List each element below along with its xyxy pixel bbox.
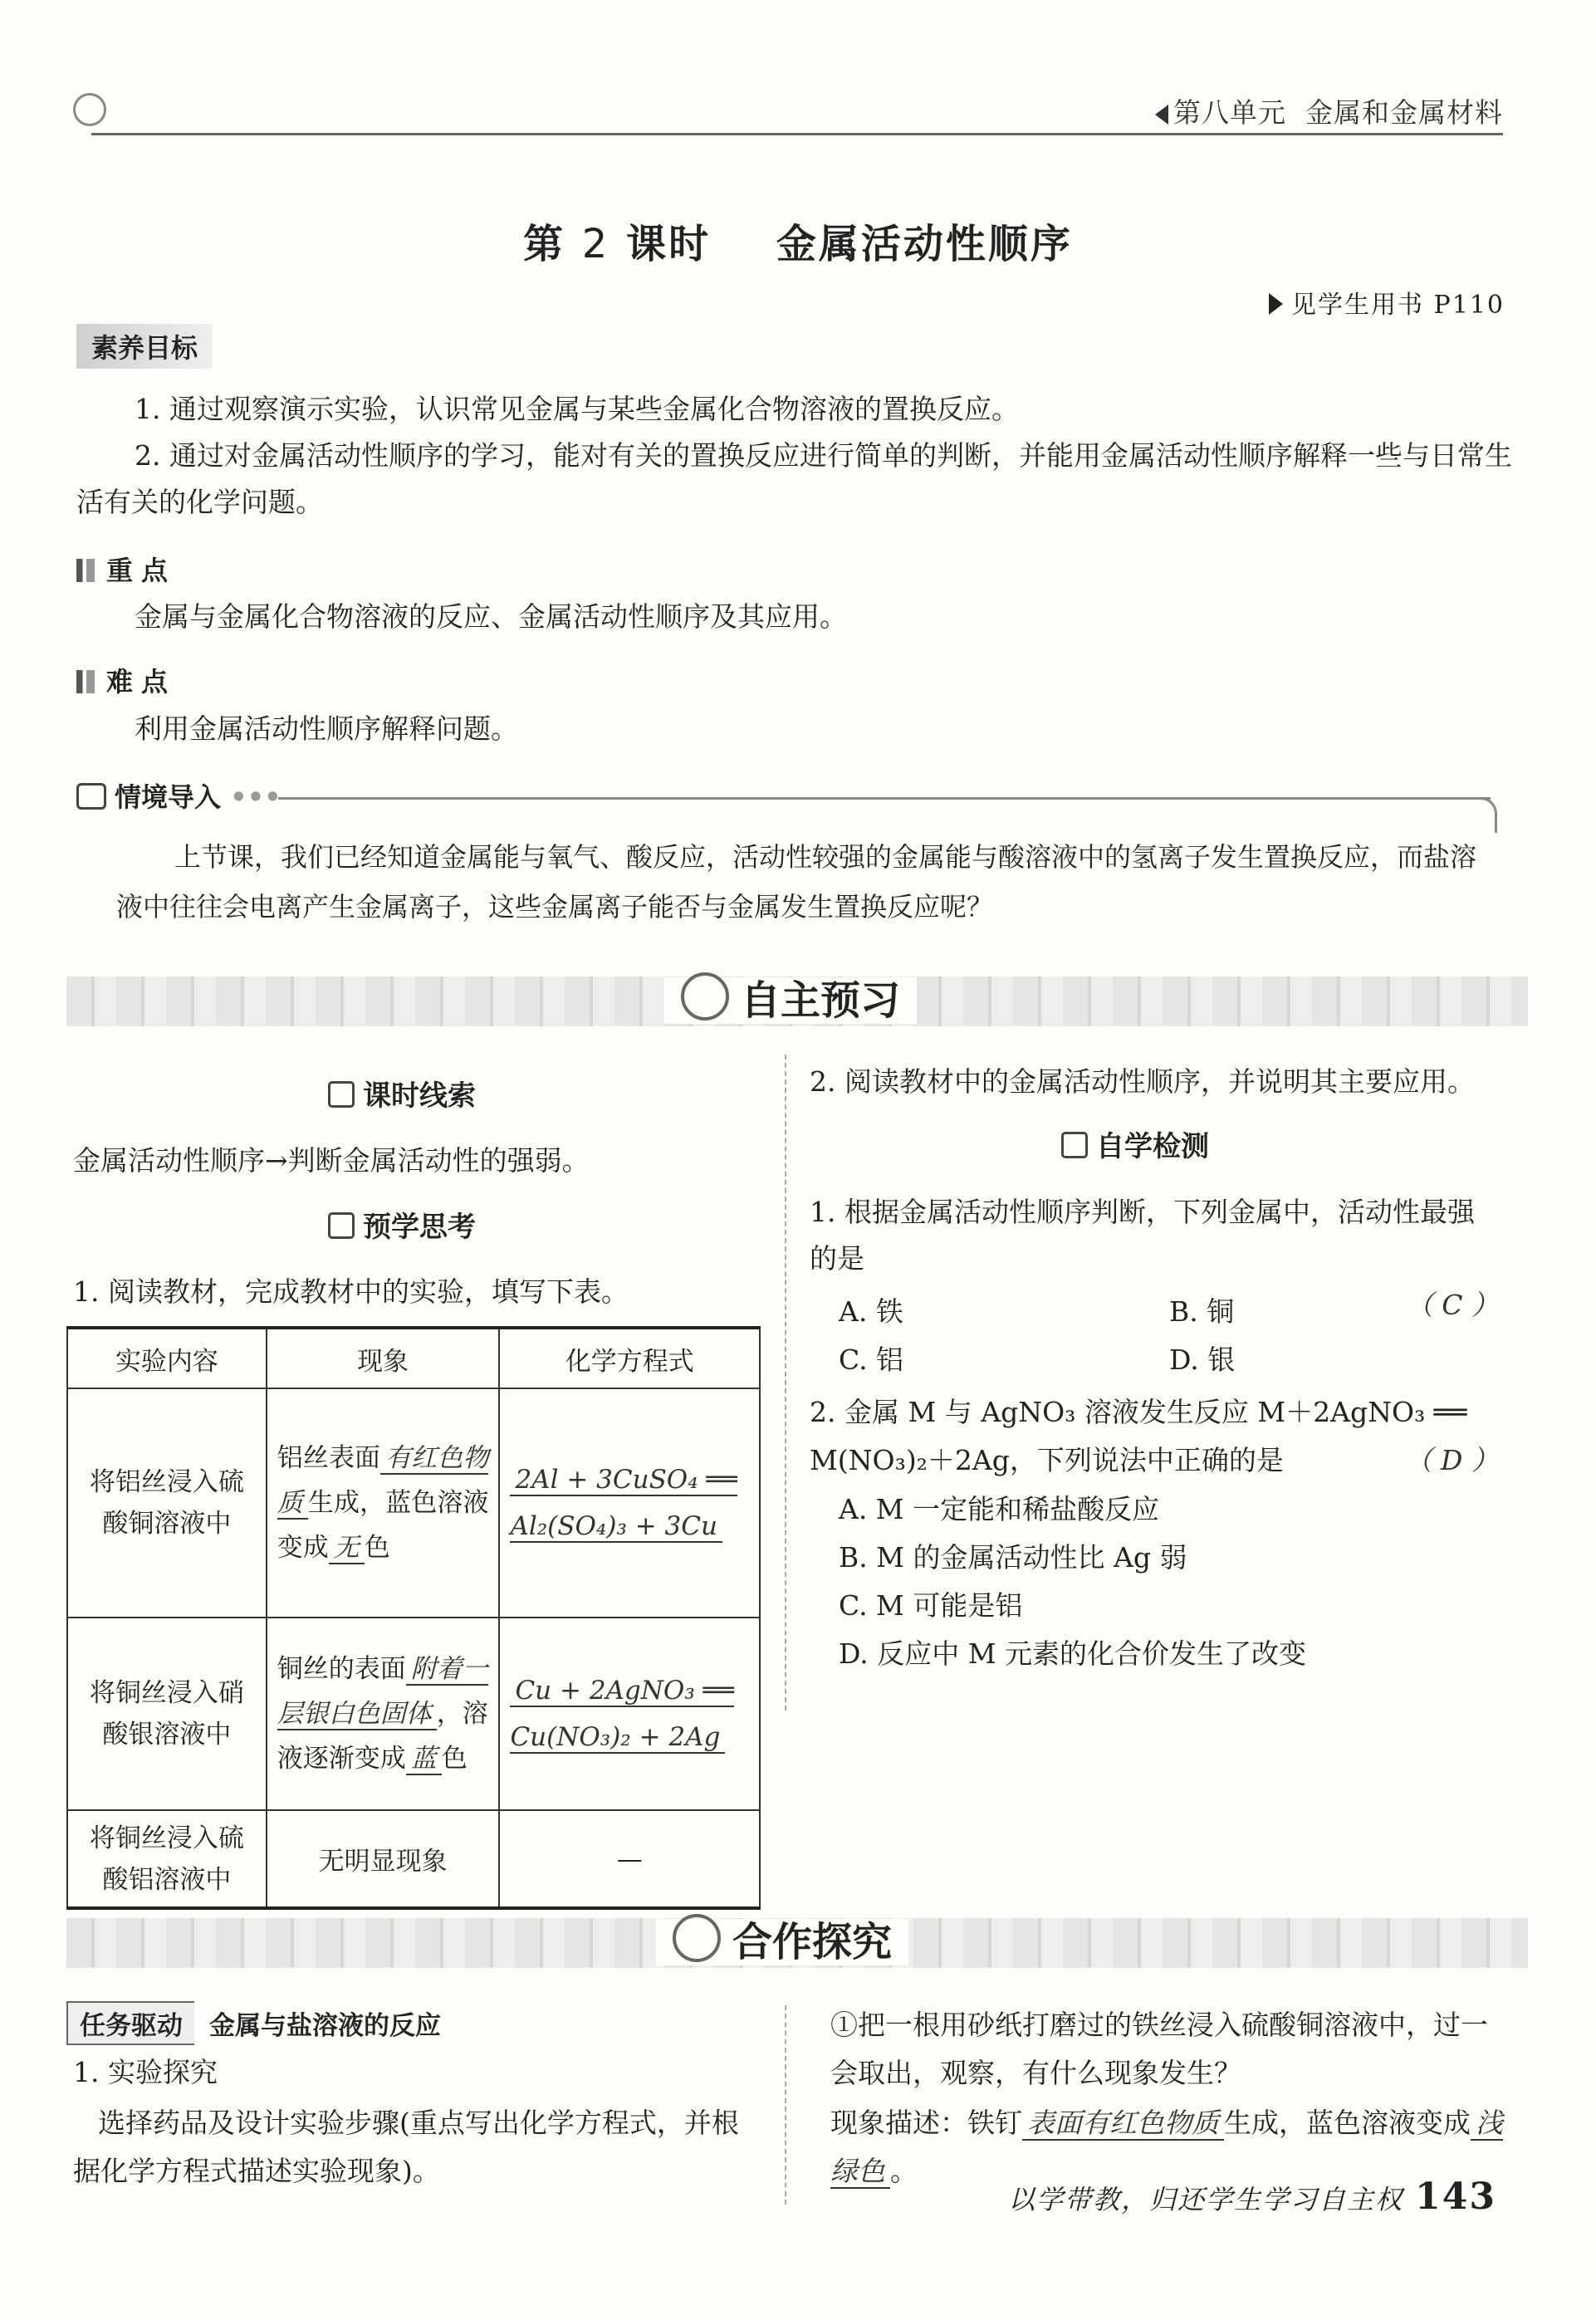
table-cell-equation: Cu + 2AgNO₃ ══ Cu(NO₃)₂ + 2Ag [499,1618,760,1810]
mc2-stem: 2. 金属 M 与 AgNO₃ 溶液发生反应 M＋2AgNO₃ ══ M(NO₃)₂＋2Ag，下列说法中正确的是 [810,1396,1467,1476]
mc1-answer: （ C ） [1405,1289,1499,1321]
preview-band-title-wrap [664,968,917,1025]
bar-icon [76,559,95,582]
mc1-stem: 1. 根据金属活动性顺序判断，下列金属中，活动性最强的是 （ C ） [810,1189,1499,1282]
column-divider [785,1055,786,1711]
lightbulb-box-icon [328,1212,355,1239]
lesson-title: 第 2 课时 金属活动性顺序 [523,221,1073,267]
mc2-option: C. M 可能是铝 [839,1589,1023,1622]
compass-icon [681,972,729,1021]
lightbulb-icon [73,93,106,126]
triangle-left-icon [1155,105,1168,125]
answer-fill: 有红色物质 [277,1443,489,1518]
table-header-row [67,1328,760,1388]
task-heading: 任务驱动 金属与盐溶液的反应 [66,2001,441,2045]
book-icon [328,1081,355,1108]
coop-right-question: ①把一根用砂纸打磨过的铁丝浸入硫酸铜溶液中，过一会取出，观察，有什么现象发生？ [830,2009,1488,2089]
coop-item1-text: 选择药品及设计实验步骤(重点写出化学方程式，并根据化学方程式描述实验现象)。 [73,2107,739,2187]
table-cell-phenomenon: 铜丝的表面 附着一层银白色固体 ，溶液逐渐变成 蓝 色 [267,1618,500,1810]
mc2-option: D. 反应中 M 元素的化合价发生了改变 [839,1637,1307,1670]
difficult-point-text: 利用金属活动性顺序解释问题。 [135,712,518,745]
column-divider [785,2005,786,2205]
coop-item1: 1. 实验探究 [73,2056,218,2088]
mc2-option: A. M 一定能和稀盐酸反应 [839,1493,1160,1525]
mc1-option: A. 铁 [839,1295,903,1328]
key-point-text: 金属与金属化合物溶液的反应、金属活动性顺序及其应用。 [135,600,847,633]
coop-right-desc: 现象描述：铁钉 表面有红色物质 生成，蓝色溶液变成 浅绿色 。 [830,2107,1503,2187]
goals-tag: 素养目标 [76,324,213,369]
table-cell-content: 将铜丝浸入硝酸银溶液中 [67,1618,267,1810]
experiment-table [66,1326,761,1910]
mc1-option: B. 铜 [1169,1295,1235,1328]
unit-title: 金属和金属材料 [1305,96,1503,129]
think-heading: 预学思考 [328,1204,476,1245]
table-cell-equation: — [499,1810,760,1908]
table-cell-phenomenon: 铝丝表面 有红色物质 生成，蓝色溶液变成 无 色 [267,1388,500,1618]
table-cell-equation: 2Al + 3CuSO₄ ══ Al₂(SO₄)₃ + 3Cu [499,1388,760,1618]
intro-text: 上节课，我们已经知道金属能与氧气、酸反应，活动性较强的金属能与酸溶液中的氢离子发生置换反应，而盐溶液中往往会电离产生金属离子，这些金属离子能否与金属发生置换反应呢？ [116,841,1477,923]
footer-slogan: 以学带教，归还学生学习自主权 [1008,2184,1404,2215]
clue-text: 金属活动性顺序→判断金属活动性的强弱。 [73,1144,590,1177]
preview-band-title: 自主预习 [664,977,917,1024]
table-row [67,1618,760,1810]
unit-label: 第八单元 [1173,96,1287,129]
table-header: 现象 [267,1328,500,1388]
mc2-option: B. M 的金属活动性比 Ag 弱 [839,1541,1187,1574]
table-cell-content: 将铝丝浸入硫酸铜溶液中 [67,1388,267,1618]
header-rule [91,133,1503,135]
goals-list [76,386,1513,526]
answer-fill: 无 [329,1533,365,1564]
coop-band-title-wrap [656,1910,908,1967]
triangle-right-icon [1269,293,1283,315]
mc2 [810,1388,1499,1485]
answer-fill: 浅绿色 [830,2107,1503,2187]
q2-text: 2. 阅读教材中的金属活动性顺序，并说明其主要应用。 [810,1065,1475,1098]
difficult-point-heading: 难点 [76,661,176,699]
key-point-heading: 重点 [76,550,176,588]
screen-icon [76,783,106,810]
footer [1008,2176,1496,2218]
q1-text: 1. 阅读教材，完成教材中的实验，填写下表。 [73,1275,629,1308]
task-tag: 任务驱动 [66,2001,194,2045]
check-heading: 自学检测 [1061,1123,1209,1164]
clue-heading: 课时线索 [328,1073,476,1114]
page-number: 143 [1415,2176,1496,2218]
intro-rule [278,797,1491,800]
goal-item: 2. 通过对金属活动性顺序的学习，能对有关的置换反应进行简单的判断，并能用金属活动性顺序解释一些与日常生活有关的化学问题。 [76,439,1512,518]
see-book-ref: 见学生用书 P110 [1269,284,1505,321]
lesson-name: 金属活动性顺序 [776,221,1073,267]
running-header [1155,91,1503,130]
mc1-option: C. 铝 [839,1344,904,1376]
mc1-option: D. 银 [1169,1344,1236,1376]
answer-fill: 表面有红色物质 [1022,2107,1224,2141]
bar-icon [76,670,95,693]
table-cell-phenomenon: 无明显现象 [267,1810,500,1908]
lesson-number: 2 [581,221,610,267]
people-icon [673,1914,721,1962]
coop-band-title: 合作探究 [656,1919,908,1965]
intro-heading: 情境导入 ••• [76,776,282,815]
goal-item: 1. 通过观察演示实验，认识常见金属与某些金属化合物溶液的置换反应。 [135,393,1019,425]
mc1 [810,1189,1499,1329]
table-header: 实验内容 [67,1328,267,1388]
answer-fill: 蓝 [406,1744,442,1775]
table-header: 化学方程式 [499,1328,760,1388]
answer-fill: 附着一层银白色固体 [277,1654,488,1729]
mc2-answer: （ D ） [1404,1444,1499,1476]
table-row [67,1388,760,1618]
table-row [67,1810,760,1908]
check-box-icon [1061,1132,1088,1158]
intro-rule-corner [1478,797,1497,833]
table-cell-content: 将铜丝浸入硫酸铝溶液中 [67,1810,267,1908]
